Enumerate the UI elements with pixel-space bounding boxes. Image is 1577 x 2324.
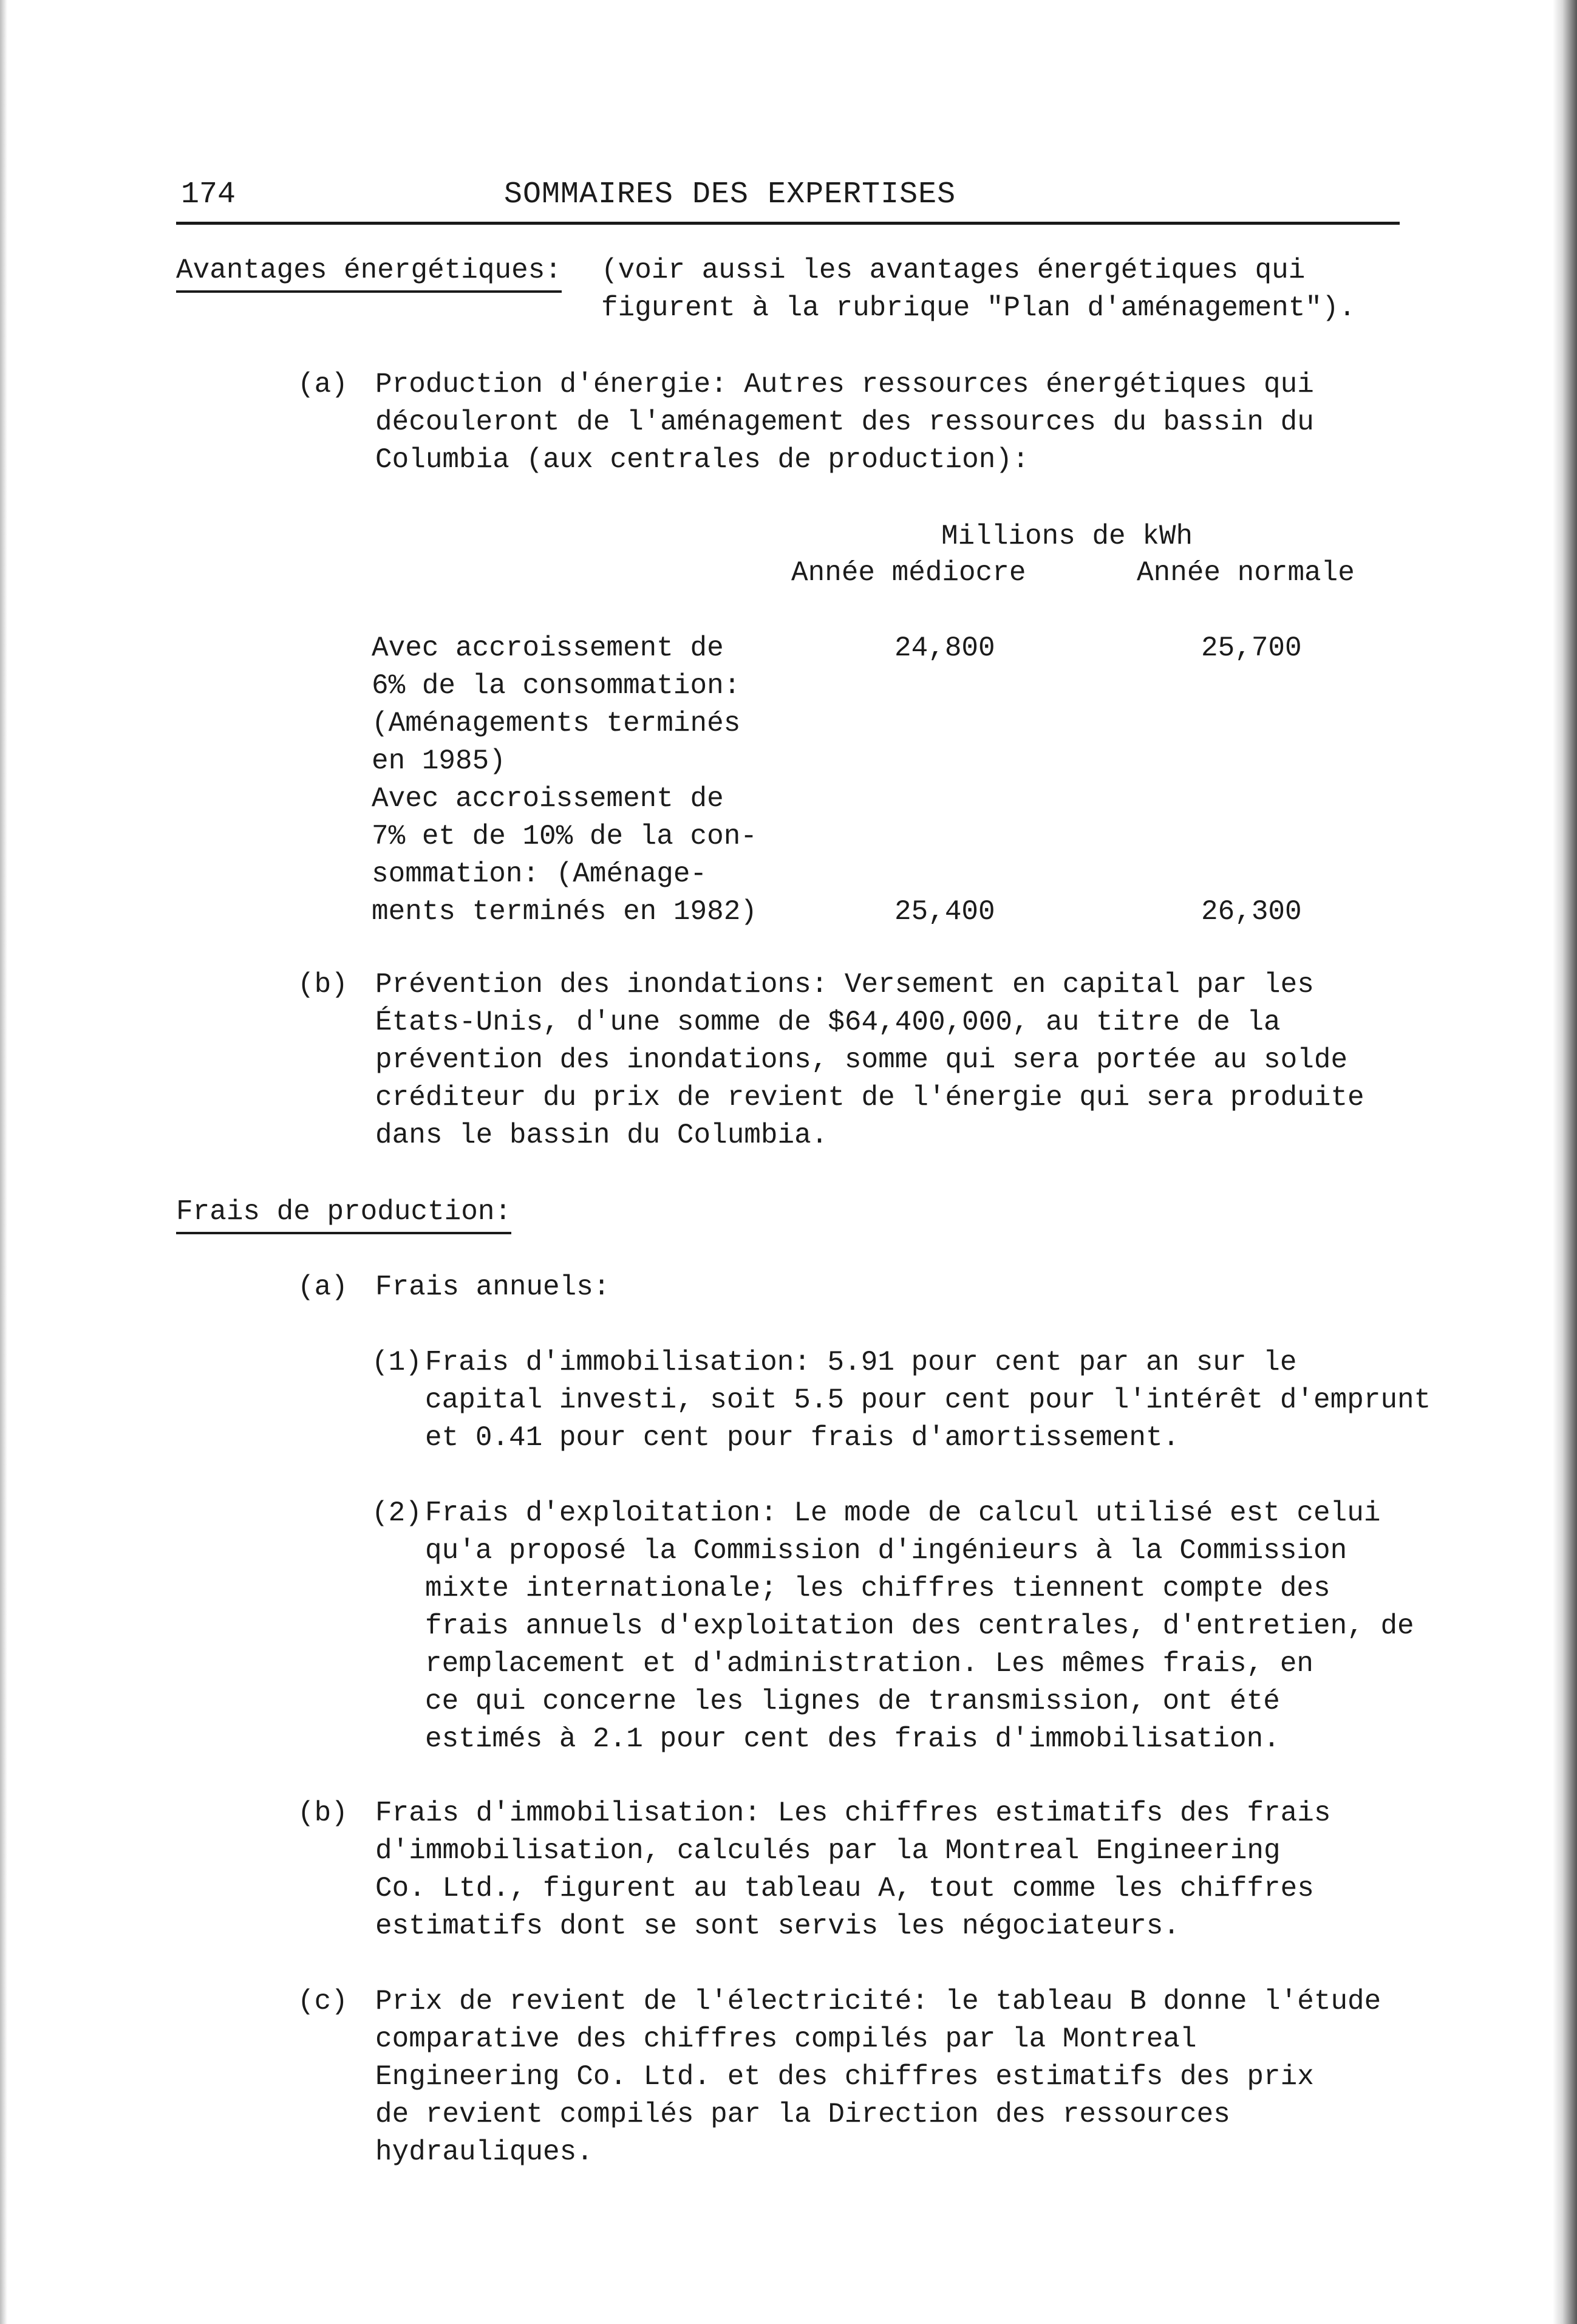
frais-c-marker: (c)	[298, 1986, 348, 2017]
table-row2-label-line3: sommation: (Aménage-	[372, 858, 707, 890]
avantages-note-line2: figurent à la rubrique "Plan d'aménagement").	[601, 292, 1356, 324]
table-row1-label-line2: 6% de la consommation:	[372, 670, 741, 702]
frais-a2-line1: Frais d'exploitation: Le mode de calcul utilisé est celui	[425, 1497, 1381, 1529]
frais-a1-line1: Frais d'immobilisation: 5.91 pour cent par an sur le	[425, 1347, 1297, 1378]
frais-c-line1: Prix de revient de l'électricité: le tableau B donne l'étude	[375, 1986, 1381, 2017]
page-number: 174	[181, 177, 236, 212]
frais-c-line3: Engineering Co. Ltd. et des chiffres estimatifs des prix	[375, 2061, 1314, 2093]
item-a-line3: Columbia (aux centrales de production):	[375, 444, 1029, 476]
frais-b-line1: Frais d'immobilisation: Les chiffres estimatifs des frais	[375, 1797, 1331, 1829]
table-row2-label-line1: Avec accroissement de	[372, 783, 724, 815]
section-heading-frais: Frais de production:	[176, 1193, 511, 1234]
table-row2-label-line4: ments terminés en 1982)	[372, 896, 757, 928]
table-row2-normale: 26,300	[1201, 896, 1302, 928]
frais-b-line2: d'immobilisation, calculés par la Montreal Engineering	[375, 1835, 1281, 1867]
frais-a1-marker: (1)	[372, 1347, 422, 1378]
item-a-line2: découleront de l'aménagement des ressources du bassin du	[375, 406, 1314, 438]
frais-b-line3: Co. Ltd., figurent au tableau A, tout comme les chiffres	[375, 1873, 1314, 1904]
table-row1-label-line3: (Aménagements terminés	[372, 708, 741, 739]
frais-a2-line6: ce qui concerne les lignes de transmission, ont été	[425, 1686, 1280, 1717]
avantages-note-line1: (voir aussi les avantages énergétiques qui	[601, 255, 1306, 286]
frais-a2-line7: estimés à 2.1 pour cent des frais d'immobilisation.	[425, 1723, 1280, 1755]
table-col-mediocre: Année médiocre	[791, 557, 1026, 589]
frais-a-marker: (a)	[298, 1271, 348, 1303]
frais-a-title: Frais annuels:	[375, 1271, 610, 1303]
frais-c-line2: comparative des chiffres compilés par la Montreal	[375, 2023, 1197, 2055]
section-heading-avantages: Avantages énergétiques:	[176, 251, 562, 293]
frais-a1-line2: capital investi, soit 5.5 pour cent pour l'intérêt d'emprunt	[425, 1384, 1431, 1416]
item-b-line2: États-Unis, d'une somme de $64,400,000, au titre de la	[375, 1006, 1281, 1038]
frais-a1-line3: et 0.41 pour cent pour frais d'amortissement.	[425, 1422, 1180, 1454]
frais-b-marker: (b)	[298, 1797, 348, 1829]
frais-a2-marker: (2)	[372, 1497, 422, 1529]
page-header	[176, 177, 1400, 226]
table-row1-label-line1: Avec accroissement de	[372, 632, 724, 664]
frais-a2-line2: qu'a proposé la Commission d'ingénieurs à la Commission	[425, 1535, 1347, 1567]
table-row1-normale: 25,700	[1201, 632, 1302, 664]
table-row1-label-line4: en 1985)	[372, 745, 506, 777]
frais-c-line5: hydrauliques.	[375, 2136, 593, 2168]
item-b-line3: prévention des inondations, somme qui sera portée au solde	[375, 1044, 1348, 1076]
frais-a2-line4: frais annuels d'exploitation des centrales, d'entretien, de	[425, 1610, 1414, 1642]
running-head: SOMMAIRES DES EXPERTISES	[504, 177, 956, 212]
table-row2-mediocre: 25,400	[894, 896, 995, 928]
table-group-header: Millions de kWh	[941, 521, 1193, 552]
item-b-line1: Prévention des inondations: Versement en capital par les	[375, 969, 1314, 1000]
frais-b-line4: estimatifs dont se sont servis les négociateurs.	[375, 1910, 1180, 1942]
frais-a2-line3: mixte internationale; les chiffres tiennent compte des	[425, 1573, 1330, 1604]
frais-a2-line5: remplacement et d'administration. Les mêmes frais, en	[425, 1648, 1314, 1680]
item-b-line5: dans le bassin du Columbia.	[375, 1119, 828, 1151]
table-col-normale: Année normale	[1137, 557, 1355, 589]
table-row1-mediocre: 24,800	[894, 632, 995, 664]
scan-shadow-right	[1553, 0, 1577, 2324]
frais-c-line4: de revient compilés par la Direction des ressources	[375, 2099, 1230, 2130]
table-row2-label-line2: 7% et de 10% de la con-	[372, 821, 757, 852]
header-rule	[176, 222, 1400, 225]
item-a-line1: Production d'énergie: Autres ressources énergétiques qui	[375, 369, 1314, 400]
scan-shadow-left	[0, 0, 7, 2324]
item-a-marker: (a)	[298, 369, 348, 400]
item-b-line4: créditeur du prix de revient de l'énergie qui sera produite	[375, 1082, 1364, 1113]
item-b-marker: (b)	[298, 969, 348, 1000]
